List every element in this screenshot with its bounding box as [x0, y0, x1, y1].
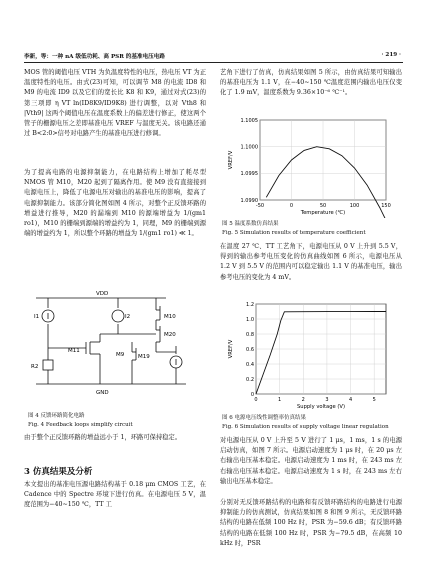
x-tick-label: 0 [254, 397, 258, 403]
fig4-caption-en: Fig. 4 Feedback loops simplify circuit [28, 422, 133, 428]
right-paragraph-1: 艺角下进行了仿真，仿真结果如图 5 所示，由仿真结果可知输出的基准电压为 1.1 V，在−40~150 ℃温度范围内输出电压仅变化了 1.9 mV，温度系数为 9.36×10⁻⁶ ℃⁻¹。 [220, 69, 402, 97]
x-tick-label: -50 [255, 203, 265, 209]
y-tick-label: 1.1005 [240, 117, 258, 124]
right-paragraph-3: 对电源电压从 0 V 上升至 5 V 进行了 1 μs，1 ms，1 s 的电源启动仿真，如图 7 所示。电源启动速度为 1 μs 时，在 20 μs 左右输出电压基本稳定。电源启动速度为 1 ms 时，在 243 ms 左右输出电压基本稳定。电源启动速度为 1 s 时，在 243 ms 左右输出电压基本稳定。 [220, 437, 402, 485]
r2-label: R2 [31, 364, 39, 370]
supply-voltage-regulation-chart [226, 300, 392, 412]
x-tick-label: 150 [381, 203, 391, 209]
x-axis-label: Temperature (℃) [300, 210, 346, 216]
gnd-label: GND [96, 390, 109, 396]
y-tick-label: 0.6 [246, 346, 254, 353]
y-tick-label: 1.0 [246, 316, 254, 323]
left-paragraph-4: 本文提出的基准电压源电路结构基于 0.18 μm CMOS 工艺，在 Cadence 中的 Spectre 环境下进行仿真。在电源电压 5 V，温度范围为−40~150 ℃，TT 工 [24, 481, 206, 509]
m11-label: M11 [68, 348, 80, 354]
right-paragraph-4: 分别对无反馈环路结构的电路和有反馈环路结构的电路进行电源抑制能力的仿真测试，仿真结果如图 8 和图 9 所示，无反馈环路结构的电路在低频 100 Hz 时，PSR 为−59.6 dB；有反馈环路结构的电路在低频 100 Hz 时，PSR 为−79.5 dB，在高频 10 kHz 时，PSR [220, 499, 402, 547]
i1-label: I1 [34, 314, 40, 320]
y-tick-label: 0.2 [246, 376, 254, 383]
x-tick-label: 0 [289, 203, 294, 209]
running-header: 李新，等：一种 nA 级低功耗、高 PSR 的基准电压电路 [24, 54, 165, 60]
x-axis-label: Supply voltage (V) [297, 404, 345, 410]
m20-label: M20 [164, 332, 176, 338]
section-heading: 3 仿真结果及分析 [24, 467, 93, 477]
left-paragraph-3: 由于整个正反馈环路的增益远小于 1，环路可保持稳定。 [24, 434, 182, 441]
x-tick-label: 4 [348, 397, 353, 403]
x-tick-label: 1 [278, 397, 282, 403]
fig5-caption-en: Fig. 5 Simulation results of temperature coefficient [222, 230, 366, 236]
m19-label: M19 [138, 354, 150, 360]
m10-label: M10 [164, 314, 176, 320]
right-paragraph-2: 在温度 27 ℃、TT 工艺角下，电源电压从 0 V 上升到 5.5 V，得到的输出参考电压变化的仿真曲线如图 6 所示，电源电压从 1.2 V 到 5.5 V 的范围内可以稳定输出 1.1 V 的基准电压，输出参考电压的变化为 4 mV。 [220, 243, 402, 281]
m9-label: M9 [116, 352, 125, 358]
temperature-coefficient-chart [226, 116, 392, 218]
feedback-loop-circuit [26, 290, 206, 403]
page-number: · 219 · [381, 52, 401, 58]
i2-label: I2 [125, 314, 131, 320]
x-tick-label: 3 [325, 397, 329, 403]
fig4-caption-cn: 图 4 反馈环路简化电路 [28, 413, 85, 419]
y-tick-label: 1.1000 [240, 144, 258, 151]
left-paragraph-2: 为了提高电路的电源抑制能力，在电路结构上增加了耗尽型 NMOS 管 M10，M20 起到了隔离作用。使 M9 没有直接接到电源电压上，降低了电源电压对输出的基准电压的影响，提高了电源抑制能力。该部分简化图如图 4 所示，对整个正反馈环路的增益进行推导，M20 的漏端到 M10 的源端增益为 1/(gm1 ro1)，M10 的栅端到源端的增益约为 1，同理，M9 的栅端到源端的增益约为 1，所以整个环路的增益为 1/(gm1 ro1) ≪ 1。 [24, 169, 206, 238]
fig6-caption-cn: 图 6 电源电压线性调整率仿真结果 [222, 415, 306, 421]
fig5-caption-cn: 图 5 温度系数仿真结果 [222, 221, 279, 227]
y-axis-label: VREF/V [228, 150, 234, 170]
y-axis-label: VREF/V [228, 339, 234, 359]
header-rule [24, 62, 403, 63]
fig6-caption-en: Fig. 6 Simulation results of supply voltage linear regulation [222, 424, 389, 430]
y-tick-label: 0.8 [246, 331, 254, 338]
x-tick-label: 100 [349, 203, 360, 209]
left-paragraph-1: MOS 管的阈值电压 VTH 为负温度特性的电压，热电压 VT 为正温度特性的电压。由式(23)可知，可以调节 M8 的电流 ID8 和 M9 的电流 ID9 以及它们的宽长比 K8 和 K9，通过对式(23)的第三项即 η VT ln(ID8K9/ID9K8) 进行调整，以对 Vth8 和 |Vth9| 这两个阈值电压在温度系数上的偏差进行修正，使这两个管子的栅源电压之差即基准电压 VREF 与温度无关。该电路还通过 B<2:0>信号对电路产生的基准电压进行修调。 [24, 69, 206, 138]
x-tick-label: 2 [301, 397, 305, 403]
x-tick-label: 50 [319, 203, 327, 209]
y-tick-label: 0.4 [246, 361, 254, 368]
x-tick-label: 5 [372, 397, 376, 403]
y-tick-label: 1.2 [246, 301, 254, 308]
series-line [256, 312, 386, 395]
vdd-label: VDD [96, 291, 109, 297]
y-tick-label: 1.0995 [240, 171, 258, 178]
y-tick-label: 0 [250, 391, 254, 398]
y-tick-label: 1.0990 [240, 197, 258, 204]
